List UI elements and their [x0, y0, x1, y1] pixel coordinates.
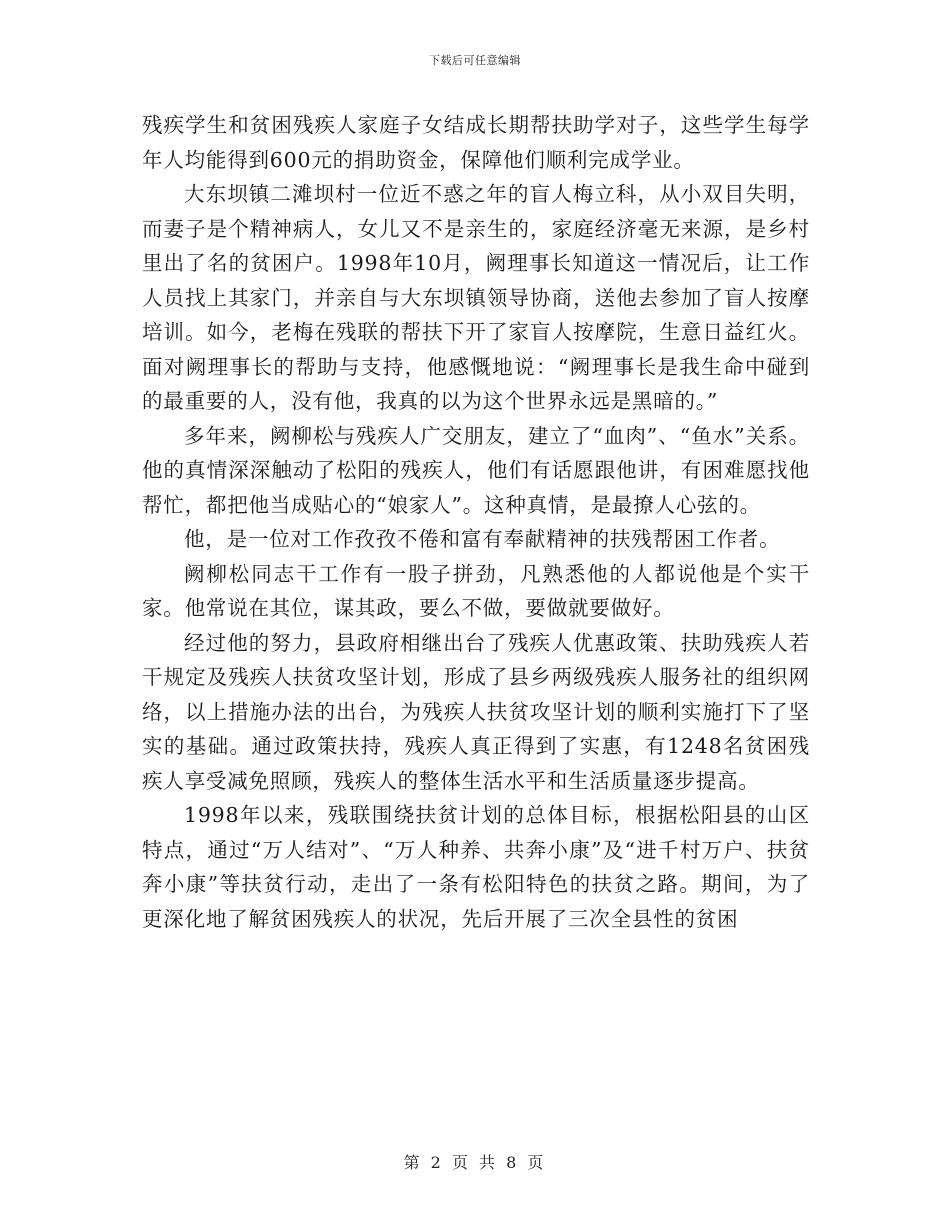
paragraph: 多年来，阙柳松与残疾人广交朋友，建立了“血肉”、“鱼水”关系。他的真情深深触动了松阳的残疾人，他们有话愿跟他讲，有困难愿找他帮忙，都把他当成贴心的“娘家人”。这种真情，是最撩人心弦的。 — [142, 423, 810, 517]
paragraph: 他，是一位对工作孜孜不倦和富有奉献精神的扶残帮困工作者。 — [184, 527, 781, 551]
document-body — [142, 108, 810, 936]
page-header: 下载后可任意编辑 — [429, 54, 521, 67]
page-number-footer: 第 2 页 共 8 页 — [403, 1153, 547, 1172]
paragraph: 1998年以来，残联围绕扶贫计划的总体目标，根据松阳县的山区特点，通过“万人结对”、“万人种养、共奔小康”及“进千村万户、扶贫奔小康”等扶贫行动，走出了一条有松阳特色的扶贫之路。期间，为了更深化地了解贫困残疾人的状况，先后开展了三次全县性的贫困 — [142, 803, 810, 931]
paragraph: 大东坝镇二滩坝村一位近不惑之年的盲人梅立科，从小双目失明，而妻子是个精神病人，女儿又不是亲生的，家庭经济毫无来源，是乡村里出了名的贫困户。1998年10月，阙理事长知道这一情况后，让工作人员找上其家门，并亲自与大东坝镇领导协商，送他去参加了盲人按摩培训。如今，老梅在残联的帮扶下开了家盲人按摩院，生意日益红火。面对阙理事长的帮助与支持，他感慨地说：“阙理事长是我生命中碰到的最重要的人，没有他，我真的以为这个世界永远是黑暗的。” — [142, 182, 810, 413]
paragraph: 经过他的努力，县政府相继出台了残疾人优惠政策、扶助残疾人若干规定及残疾人扶贫攻坚计划，形成了县乡两级残疾人服务社的组织网络，以上措施办法的出台，为残疾人扶贫攻坚计划的顺利实施打下了坚实的基础。通过政策扶持，残疾人真正得到了实惠，有1248名贫困残疾人享受减免照顾，残疾人的整体生活水平和生活质量逐步提高。 — [142, 630, 810, 793]
paragraph: 阙柳松同志干工作有一股子拼劲，凡熟悉他的人都说他是个实干家。他常说在其位，谋其政，要么不做，要做就要做好。 — [142, 561, 810, 620]
paragraph: 残疾学生和贫困残疾人家庭子女结成长期帮扶助学对子，这些学生每学年人均能得到600元的捐助资金，保障他们顺利完成学业。 — [142, 113, 810, 172]
